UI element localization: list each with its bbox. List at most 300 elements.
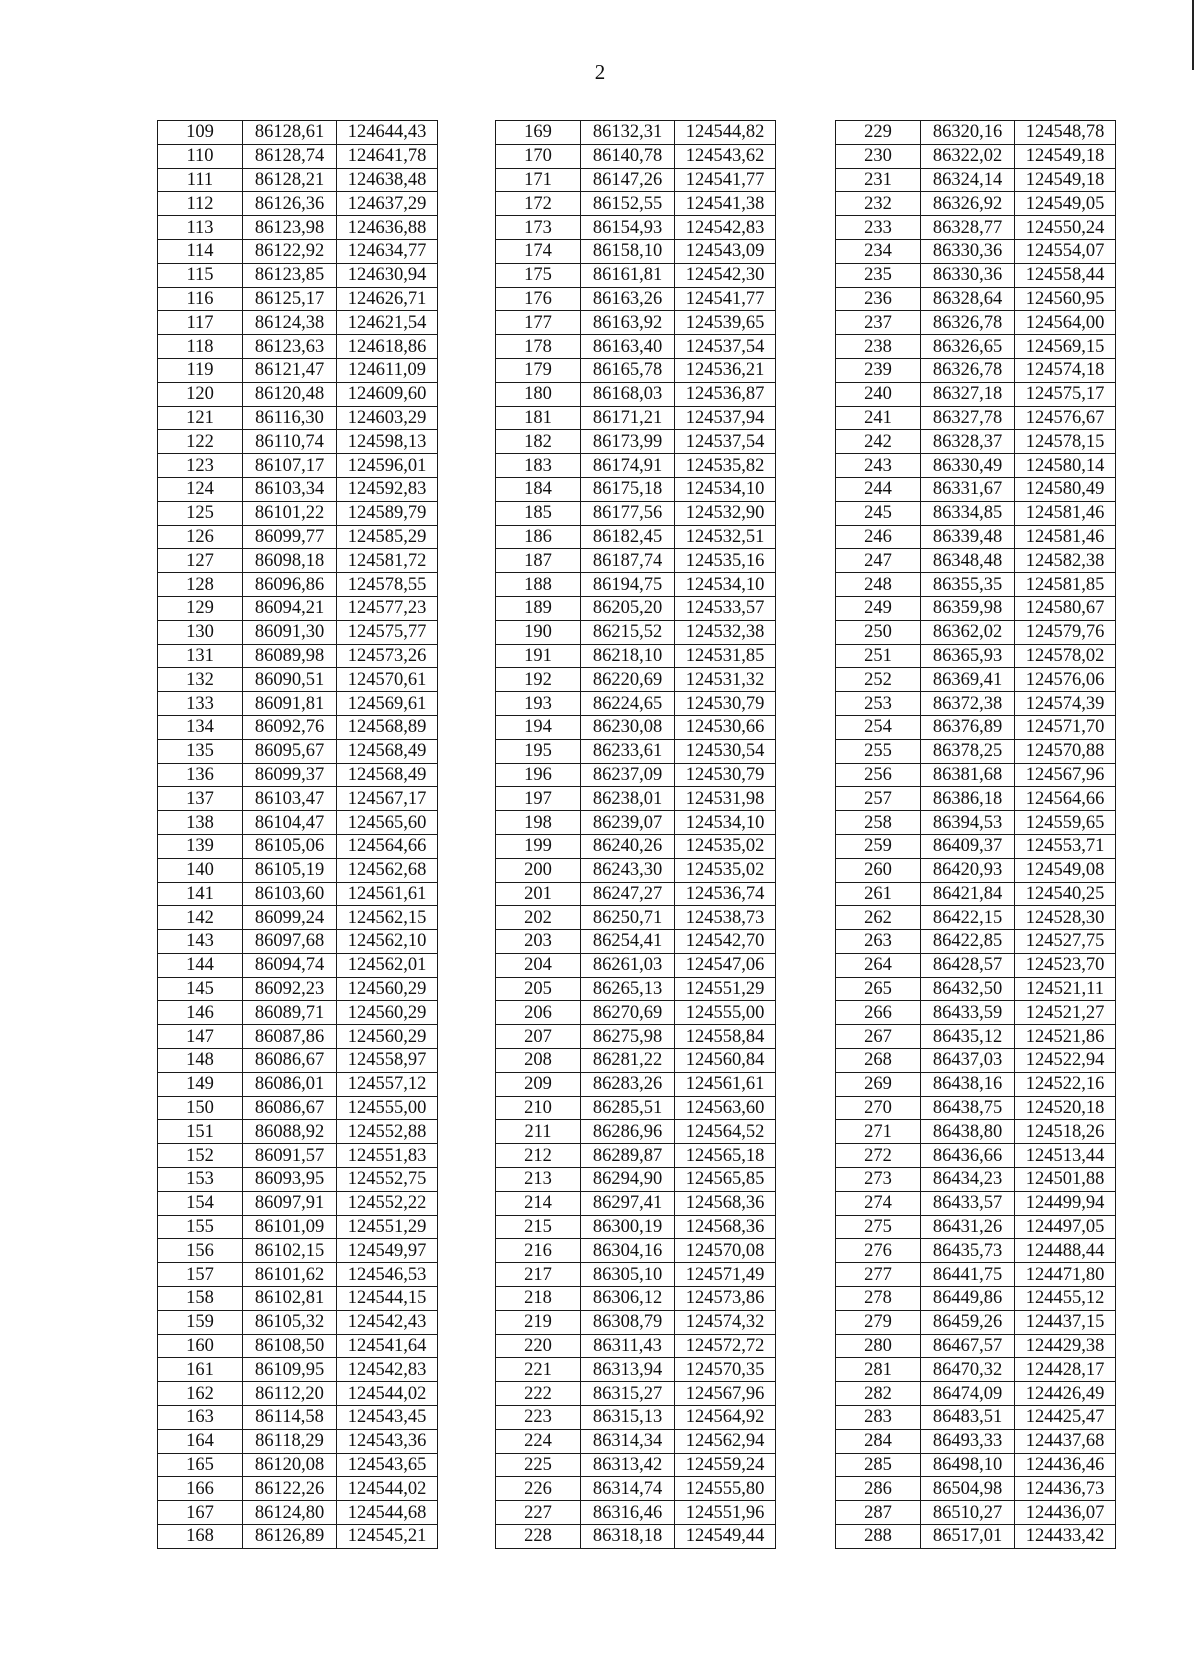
y-coordinate-cell: 124572,72 xyxy=(675,1334,776,1358)
x-coordinate-cell: 86220,69 xyxy=(581,668,675,692)
point-number-cell: 156 xyxy=(158,1239,243,1263)
y-coordinate-cell: 124488,44 xyxy=(1015,1239,1116,1263)
table-row xyxy=(836,358,1116,382)
table-row xyxy=(158,1406,438,1430)
table-row xyxy=(496,1144,776,1168)
y-coordinate-cell: 124437,68 xyxy=(1015,1429,1116,1453)
point-number-cell: 179 xyxy=(496,358,581,382)
point-number-cell: 237 xyxy=(836,311,921,335)
y-coordinate-cell: 124518,26 xyxy=(1015,1120,1116,1144)
table-row xyxy=(836,1096,1116,1120)
y-coordinate-cell: 124522,94 xyxy=(1015,1049,1116,1073)
x-coordinate-cell: 86330,49 xyxy=(921,454,1015,478)
y-coordinate-cell: 124541,77 xyxy=(675,168,776,192)
x-coordinate-cell: 86265,13 xyxy=(581,977,675,1001)
y-coordinate-cell: 124535,02 xyxy=(675,858,776,882)
x-coordinate-cell: 86107,17 xyxy=(243,454,337,478)
point-number-cell: 168 xyxy=(158,1525,243,1549)
y-coordinate-cell: 124568,49 xyxy=(337,763,438,787)
point-number-cell: 247 xyxy=(836,549,921,573)
point-number-cell: 186 xyxy=(496,525,581,549)
table-row xyxy=(836,1429,1116,1453)
y-coordinate-cell: 124560,29 xyxy=(337,1025,438,1049)
table-row xyxy=(836,882,1116,906)
x-coordinate-cell: 86090,51 xyxy=(243,668,337,692)
table-row xyxy=(836,1120,1116,1144)
x-coordinate-cell: 86324,14 xyxy=(921,168,1015,192)
y-coordinate-cell: 124547,06 xyxy=(675,953,776,977)
x-coordinate-cell: 86103,47 xyxy=(243,787,337,811)
point-number-cell: 165 xyxy=(158,1453,243,1477)
x-coordinate-cell: 86194,75 xyxy=(581,573,675,597)
point-number-cell: 243 xyxy=(836,454,921,478)
y-coordinate-cell: 124573,86 xyxy=(675,1287,776,1311)
point-number-cell: 136 xyxy=(158,763,243,787)
y-coordinate-cell: 124609,60 xyxy=(337,382,438,406)
y-coordinate-cell: 124543,45 xyxy=(337,1406,438,1430)
point-number-cell: 135 xyxy=(158,739,243,763)
x-coordinate-cell: 86304,16 xyxy=(581,1239,675,1263)
table-row xyxy=(836,1525,1116,1549)
table-row xyxy=(496,1477,776,1501)
y-coordinate-cell: 124570,88 xyxy=(1015,739,1116,763)
table-row xyxy=(158,144,438,168)
y-coordinate-cell: 124568,36 xyxy=(675,1215,776,1239)
y-coordinate-cell: 124565,60 xyxy=(337,811,438,835)
y-coordinate-cell: 124534,10 xyxy=(675,811,776,835)
table-row xyxy=(836,1168,1116,1192)
point-number-cell: 118 xyxy=(158,335,243,359)
x-coordinate-cell: 86432,50 xyxy=(921,977,1015,1001)
point-number-cell: 187 xyxy=(496,549,581,573)
table-row xyxy=(836,858,1116,882)
x-coordinate-cell: 86359,98 xyxy=(921,596,1015,620)
point-number-cell: 280 xyxy=(836,1334,921,1358)
x-coordinate-cell: 86305,10 xyxy=(581,1263,675,1287)
y-coordinate-cell: 124560,95 xyxy=(1015,287,1116,311)
point-number-cell: 153 xyxy=(158,1168,243,1192)
x-coordinate-cell: 86105,19 xyxy=(243,858,337,882)
table-row xyxy=(158,263,438,287)
point-number-cell: 201 xyxy=(496,882,581,906)
point-number-cell: 225 xyxy=(496,1453,581,1477)
page-number: 2 xyxy=(594,60,606,84)
x-coordinate-cell: 86328,77 xyxy=(921,216,1015,240)
y-coordinate-cell: 124540,25 xyxy=(1015,882,1116,906)
x-coordinate-cell: 86438,80 xyxy=(921,1120,1015,1144)
x-coordinate-cell: 86313,42 xyxy=(581,1453,675,1477)
table-row xyxy=(836,1025,1116,1049)
table-row xyxy=(496,573,776,597)
y-coordinate-cell: 124574,39 xyxy=(1015,692,1116,716)
y-coordinate-cell: 124564,52 xyxy=(675,1120,776,1144)
table-row xyxy=(496,715,776,739)
point-number-cell: 180 xyxy=(496,382,581,406)
table-row xyxy=(158,1334,438,1358)
point-number-cell: 216 xyxy=(496,1239,581,1263)
point-number-cell: 160 xyxy=(158,1334,243,1358)
point-number-cell: 125 xyxy=(158,501,243,525)
point-number-cell: 262 xyxy=(836,906,921,930)
y-coordinate-cell: 124555,80 xyxy=(675,1477,776,1501)
table-row xyxy=(836,1001,1116,1025)
x-coordinate-cell: 86435,73 xyxy=(921,1239,1015,1263)
y-coordinate-cell: 124533,57 xyxy=(675,596,776,620)
point-number-cell: 185 xyxy=(496,501,581,525)
y-coordinate-cell: 124558,97 xyxy=(337,1049,438,1073)
x-coordinate-cell: 86101,22 xyxy=(243,501,337,525)
x-coordinate-cell: 86386,18 xyxy=(921,787,1015,811)
y-coordinate-cell: 124521,86 xyxy=(1015,1025,1116,1049)
y-coordinate-cell: 124536,87 xyxy=(675,382,776,406)
y-coordinate-cell: 124543,65 xyxy=(337,1453,438,1477)
point-number-cell: 167 xyxy=(158,1501,243,1525)
point-number-cell: 208 xyxy=(496,1049,581,1073)
table-row xyxy=(158,239,438,263)
y-coordinate-cell: 124555,00 xyxy=(337,1096,438,1120)
table-row xyxy=(836,1263,1116,1287)
x-coordinate-cell: 86250,71 xyxy=(581,906,675,930)
x-coordinate-cell: 86163,92 xyxy=(581,311,675,335)
y-coordinate-cell: 124530,79 xyxy=(675,763,776,787)
x-coordinate-cell: 86089,98 xyxy=(243,644,337,668)
point-number-cell: 274 xyxy=(836,1191,921,1215)
y-coordinate-cell: 124471,80 xyxy=(1015,1263,1116,1287)
x-coordinate-cell: 86435,12 xyxy=(921,1025,1015,1049)
point-number-cell: 272 xyxy=(836,1144,921,1168)
y-coordinate-cell: 124637,29 xyxy=(337,192,438,216)
y-coordinate-cell: 124581,72 xyxy=(337,549,438,573)
point-number-cell: 158 xyxy=(158,1287,243,1311)
table-row xyxy=(496,739,776,763)
y-coordinate-cell: 124549,44 xyxy=(675,1525,776,1549)
point-number-cell: 113 xyxy=(158,216,243,240)
y-coordinate-cell: 124552,88 xyxy=(337,1120,438,1144)
table-row xyxy=(496,1453,776,1477)
x-coordinate-cell: 86467,57 xyxy=(921,1334,1015,1358)
point-number-cell: 251 xyxy=(836,644,921,668)
table-row xyxy=(158,1168,438,1192)
point-number-cell: 212 xyxy=(496,1144,581,1168)
table-row xyxy=(496,311,776,335)
table-row xyxy=(158,335,438,359)
table-row xyxy=(836,1049,1116,1073)
point-number-cell: 193 xyxy=(496,692,581,716)
y-coordinate-cell: 124549,18 xyxy=(1015,168,1116,192)
y-coordinate-cell: 124501,88 xyxy=(1015,1168,1116,1192)
x-coordinate-cell: 86122,92 xyxy=(243,239,337,263)
point-number-cell: 215 xyxy=(496,1215,581,1239)
table-row xyxy=(158,382,438,406)
point-number-cell: 127 xyxy=(158,549,243,573)
table-row xyxy=(158,811,438,835)
y-coordinate-cell: 124543,36 xyxy=(337,1429,438,1453)
point-number-cell: 129 xyxy=(158,596,243,620)
point-number-cell: 144 xyxy=(158,953,243,977)
y-coordinate-cell: 124544,68 xyxy=(337,1501,438,1525)
y-coordinate-cell: 124544,82 xyxy=(675,121,776,145)
y-coordinate-cell: 124541,38 xyxy=(675,192,776,216)
x-coordinate-cell: 86123,63 xyxy=(243,335,337,359)
table-row xyxy=(836,311,1116,335)
y-coordinate-cell: 124551,96 xyxy=(675,1501,776,1525)
y-coordinate-cell: 124570,61 xyxy=(337,668,438,692)
table-row xyxy=(836,168,1116,192)
y-coordinate-cell: 124576,67 xyxy=(1015,406,1116,430)
table-row xyxy=(496,1168,776,1192)
table-row xyxy=(496,644,776,668)
table-row xyxy=(836,1406,1116,1430)
x-coordinate-cell: 86128,74 xyxy=(243,144,337,168)
table-row xyxy=(496,1215,776,1239)
table-row xyxy=(158,858,438,882)
y-coordinate-cell: 124541,64 xyxy=(337,1334,438,1358)
y-coordinate-cell: 124555,00 xyxy=(675,1001,776,1025)
y-coordinate-cell: 124532,90 xyxy=(675,501,776,525)
y-coordinate-cell: 124564,66 xyxy=(337,834,438,858)
x-coordinate-cell: 86318,18 xyxy=(581,1525,675,1549)
point-number-cell: 155 xyxy=(158,1215,243,1239)
y-coordinate-cell: 124603,29 xyxy=(337,406,438,430)
point-number-cell: 227 xyxy=(496,1501,581,1525)
y-coordinate-cell: 124548,78 xyxy=(1015,121,1116,145)
point-number-cell: 133 xyxy=(158,692,243,716)
y-coordinate-cell: 124560,29 xyxy=(337,1001,438,1025)
table-row xyxy=(496,358,776,382)
point-number-cell: 205 xyxy=(496,977,581,1001)
y-coordinate-cell: 124638,48 xyxy=(337,168,438,192)
x-coordinate-cell: 86459,26 xyxy=(921,1310,1015,1334)
table-row xyxy=(158,620,438,644)
table-row xyxy=(496,382,776,406)
y-coordinate-cell: 124582,38 xyxy=(1015,549,1116,573)
table-row xyxy=(496,1310,776,1334)
y-coordinate-cell: 124596,01 xyxy=(337,454,438,478)
y-coordinate-cell: 124562,10 xyxy=(337,930,438,954)
table-row xyxy=(496,216,776,240)
table-row xyxy=(836,930,1116,954)
table-row xyxy=(836,406,1116,430)
point-number-cell: 131 xyxy=(158,644,243,668)
x-coordinate-cell: 86163,26 xyxy=(581,287,675,311)
y-coordinate-cell: 124535,16 xyxy=(675,549,776,573)
y-coordinate-cell: 124532,38 xyxy=(675,620,776,644)
x-coordinate-cell: 86120,08 xyxy=(243,1453,337,1477)
table-row xyxy=(836,1453,1116,1477)
point-number-cell: 119 xyxy=(158,358,243,382)
table-row xyxy=(496,858,776,882)
x-coordinate-cell: 86449,86 xyxy=(921,1287,1015,1311)
point-number-cell: 195 xyxy=(496,739,581,763)
point-number-cell: 114 xyxy=(158,239,243,263)
x-coordinate-cell: 86339,48 xyxy=(921,525,1015,549)
y-coordinate-cell: 124522,16 xyxy=(1015,1072,1116,1096)
table-row xyxy=(836,644,1116,668)
x-coordinate-cell: 86311,43 xyxy=(581,1334,675,1358)
x-coordinate-cell: 86438,16 xyxy=(921,1072,1015,1096)
point-number-cell: 260 xyxy=(836,858,921,882)
table-row xyxy=(836,953,1116,977)
x-coordinate-cell: 86493,33 xyxy=(921,1429,1015,1453)
table-row xyxy=(836,287,1116,311)
x-coordinate-cell: 86096,86 xyxy=(243,573,337,597)
y-coordinate-cell: 124553,71 xyxy=(1015,834,1116,858)
point-number-cell: 154 xyxy=(158,1191,243,1215)
point-number-cell: 261 xyxy=(836,882,921,906)
x-coordinate-cell: 86306,12 xyxy=(581,1287,675,1311)
y-coordinate-cell: 124567,96 xyxy=(675,1382,776,1406)
table-row xyxy=(836,1501,1116,1525)
point-number-cell: 231 xyxy=(836,168,921,192)
x-coordinate-cell: 86420,93 xyxy=(921,858,1015,882)
y-coordinate-cell: 124520,18 xyxy=(1015,1096,1116,1120)
table-row xyxy=(496,1334,776,1358)
y-coordinate-cell: 124559,65 xyxy=(1015,811,1116,835)
table-row xyxy=(158,953,438,977)
y-coordinate-cell: 124571,70 xyxy=(1015,715,1116,739)
table-row xyxy=(158,287,438,311)
table-row xyxy=(158,668,438,692)
y-coordinate-cell: 124552,22 xyxy=(337,1191,438,1215)
y-coordinate-cell: 124542,30 xyxy=(675,263,776,287)
y-coordinate-cell: 124560,84 xyxy=(675,1049,776,1073)
x-coordinate-cell: 86294,90 xyxy=(581,1168,675,1192)
table-row xyxy=(836,977,1116,1001)
y-coordinate-cell: 124521,11 xyxy=(1015,977,1116,1001)
table-row xyxy=(496,1049,776,1073)
y-coordinate-cell: 124542,83 xyxy=(675,216,776,240)
x-coordinate-cell: 86369,41 xyxy=(921,668,1015,692)
point-number-cell: 166 xyxy=(158,1477,243,1501)
table-row xyxy=(836,596,1116,620)
point-number-cell: 270 xyxy=(836,1096,921,1120)
table-row xyxy=(496,1358,776,1382)
y-coordinate-cell: 124549,05 xyxy=(1015,192,1116,216)
table-row xyxy=(836,620,1116,644)
y-coordinate-cell: 124621,54 xyxy=(337,311,438,335)
table-row xyxy=(836,1334,1116,1358)
x-coordinate-cell: 86165,78 xyxy=(581,358,675,382)
point-number-cell: 230 xyxy=(836,144,921,168)
point-number-cell: 263 xyxy=(836,930,921,954)
point-number-cell: 188 xyxy=(496,573,581,597)
point-number-cell: 147 xyxy=(158,1025,243,1049)
x-coordinate-cell: 86123,98 xyxy=(243,216,337,240)
x-coordinate-cell: 86286,96 xyxy=(581,1120,675,1144)
y-coordinate-cell: 124576,06 xyxy=(1015,668,1116,692)
x-coordinate-cell: 86433,57 xyxy=(921,1191,1015,1215)
table-row xyxy=(496,263,776,287)
y-coordinate-cell: 124573,26 xyxy=(337,644,438,668)
x-coordinate-cell: 86300,19 xyxy=(581,1215,675,1239)
point-number-cell: 245 xyxy=(836,501,921,525)
table-row xyxy=(158,977,438,1001)
y-coordinate-cell: 124562,68 xyxy=(337,858,438,882)
point-number-cell: 278 xyxy=(836,1287,921,1311)
point-number-cell: 206 xyxy=(496,1001,581,1025)
table-row xyxy=(158,121,438,145)
x-coordinate-cell: 86182,45 xyxy=(581,525,675,549)
point-number-cell: 111 xyxy=(158,168,243,192)
y-coordinate-cell: 124545,21 xyxy=(337,1525,438,1549)
y-coordinate-cell: 124521,27 xyxy=(1015,1001,1116,1025)
table-row xyxy=(158,882,438,906)
point-number-cell: 146 xyxy=(158,1001,243,1025)
coordinates-table-2 xyxy=(495,120,776,1549)
y-coordinate-cell: 124535,82 xyxy=(675,454,776,478)
y-coordinate-cell: 124544,02 xyxy=(337,1382,438,1406)
point-number-cell: 217 xyxy=(496,1263,581,1287)
y-coordinate-cell: 124543,62 xyxy=(675,144,776,168)
point-number-cell: 232 xyxy=(836,192,921,216)
scan-edge-mark xyxy=(1192,0,1194,70)
y-coordinate-cell: 124543,09 xyxy=(675,239,776,263)
y-coordinate-cell: 124618,86 xyxy=(337,335,438,359)
point-number-cell: 234 xyxy=(836,239,921,263)
x-coordinate-cell: 86205,20 xyxy=(581,596,675,620)
x-coordinate-cell: 86125,17 xyxy=(243,287,337,311)
table-row xyxy=(158,1025,438,1049)
table-row xyxy=(836,216,1116,240)
x-coordinate-cell: 86285,51 xyxy=(581,1096,675,1120)
x-coordinate-cell: 86114,58 xyxy=(243,1406,337,1430)
point-number-cell: 236 xyxy=(836,287,921,311)
point-number-cell: 181 xyxy=(496,406,581,430)
table-row xyxy=(496,525,776,549)
point-number-cell: 161 xyxy=(158,1358,243,1382)
x-coordinate-cell: 86308,79 xyxy=(581,1310,675,1334)
point-number-cell: 254 xyxy=(836,715,921,739)
point-number-cell: 171 xyxy=(496,168,581,192)
x-coordinate-cell: 86330,36 xyxy=(921,239,1015,263)
table-row xyxy=(836,549,1116,573)
y-coordinate-cell: 124564,92 xyxy=(675,1406,776,1430)
x-coordinate-cell: 86097,91 xyxy=(243,1191,337,1215)
x-coordinate-cell: 86372,38 xyxy=(921,692,1015,716)
y-coordinate-cell: 124589,79 xyxy=(337,501,438,525)
point-number-cell: 175 xyxy=(496,263,581,287)
point-number-cell: 173 xyxy=(496,216,581,240)
point-number-cell: 121 xyxy=(158,406,243,430)
y-coordinate-cell: 124528,30 xyxy=(1015,906,1116,930)
y-coordinate-cell: 124433,42 xyxy=(1015,1525,1116,1549)
y-coordinate-cell: 124557,12 xyxy=(337,1072,438,1096)
point-number-cell: 233 xyxy=(836,216,921,240)
point-number-cell: 284 xyxy=(836,1429,921,1453)
table-row xyxy=(496,1263,776,1287)
x-coordinate-cell: 86327,18 xyxy=(921,382,1015,406)
y-coordinate-cell: 124561,61 xyxy=(337,882,438,906)
table-row xyxy=(158,1072,438,1096)
point-number-cell: 162 xyxy=(158,1382,243,1406)
table-row xyxy=(158,1453,438,1477)
point-number-cell: 209 xyxy=(496,1072,581,1096)
x-coordinate-cell: 86124,80 xyxy=(243,1501,337,1525)
x-coordinate-cell: 86504,98 xyxy=(921,1477,1015,1501)
point-number-cell: 149 xyxy=(158,1072,243,1096)
point-number-cell: 196 xyxy=(496,763,581,787)
point-number-cell: 248 xyxy=(836,573,921,597)
point-number-cell: 273 xyxy=(836,1168,921,1192)
x-coordinate-cell: 86316,46 xyxy=(581,1501,675,1525)
table-row xyxy=(158,430,438,454)
table-row xyxy=(496,335,776,359)
x-coordinate-cell: 86108,50 xyxy=(243,1334,337,1358)
table-row xyxy=(158,1501,438,1525)
x-coordinate-cell: 86102,15 xyxy=(243,1239,337,1263)
point-number-cell: 183 xyxy=(496,454,581,478)
x-coordinate-cell: 86163,40 xyxy=(581,335,675,359)
